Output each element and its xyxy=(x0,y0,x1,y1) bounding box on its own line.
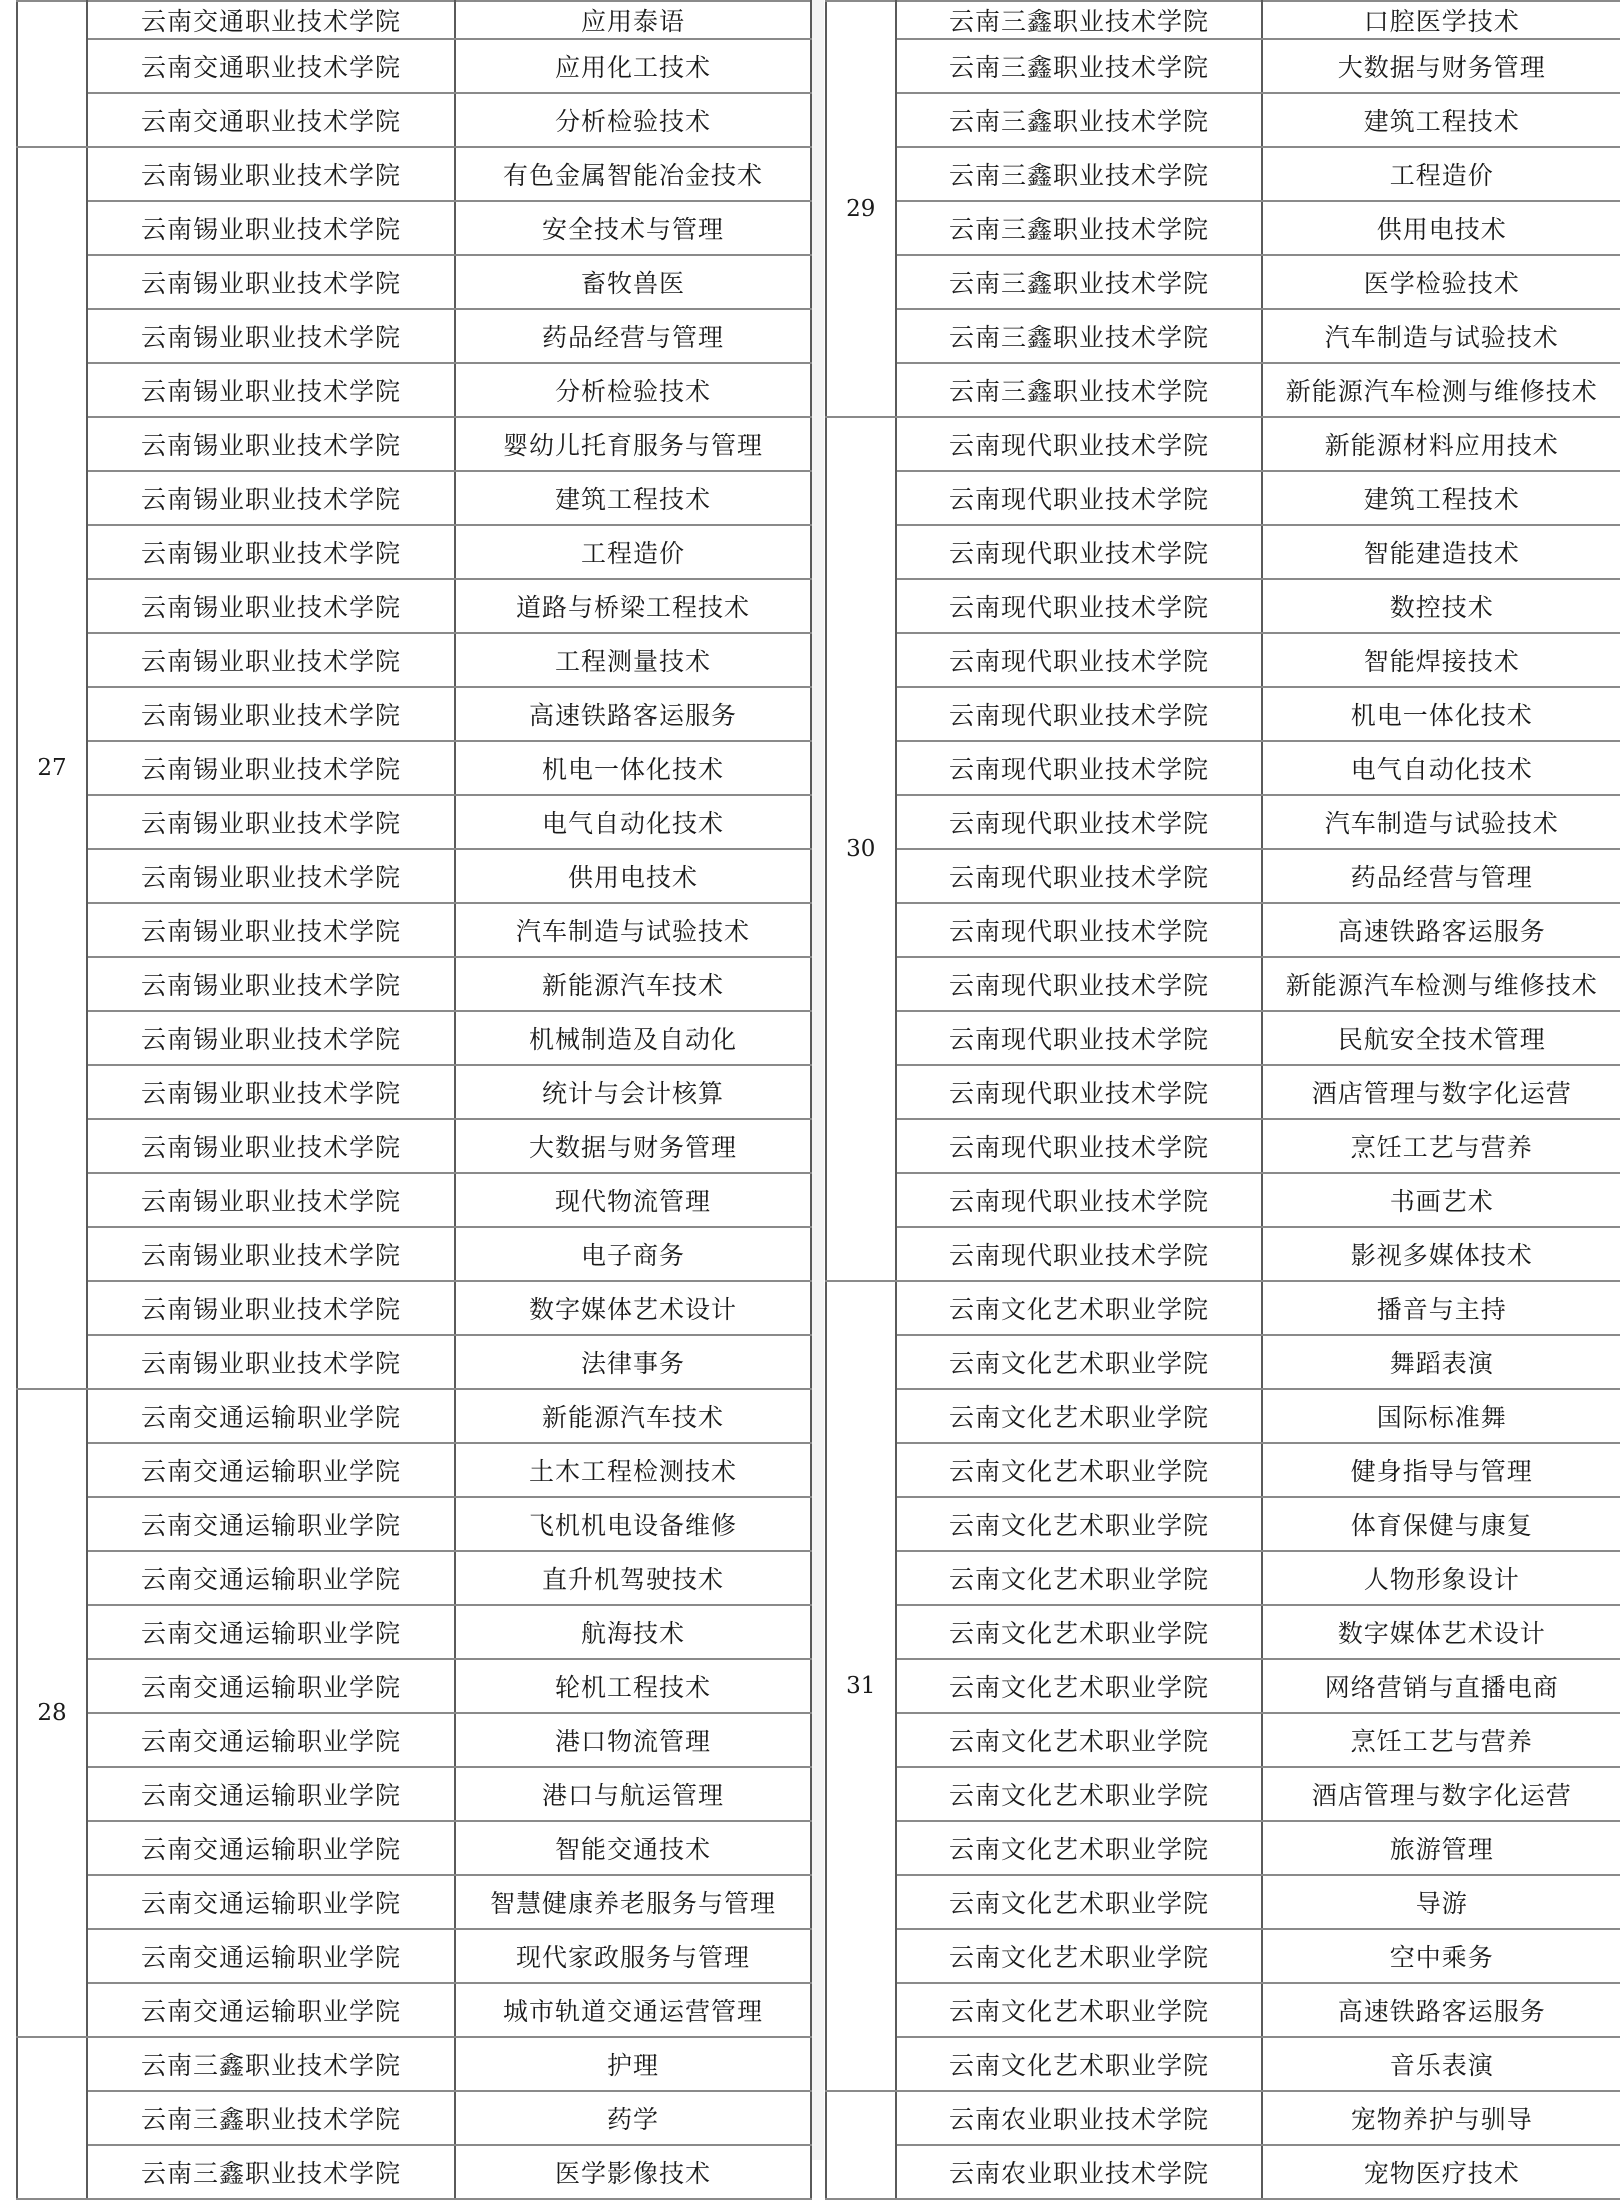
table-row xyxy=(826,525,1620,579)
table-row xyxy=(17,1281,811,1335)
table-row xyxy=(17,1659,811,1713)
table-row xyxy=(826,741,1620,795)
table-row xyxy=(17,471,811,525)
major-name-cell: 宠物医疗技术 xyxy=(1262,2145,1620,2199)
major-name-cell: 烹饪工艺与营养 xyxy=(1262,1119,1620,1173)
major-name-cell: 新能源材料应用技术 xyxy=(1262,417,1620,471)
major-name-cell: 药品经营与管理 xyxy=(1262,849,1620,903)
major-name-cell: 舞蹈表演 xyxy=(1262,1335,1620,1389)
major-name-cell: 高速铁路客运服务 xyxy=(1262,1983,1620,2037)
major-name-cell: 药学 xyxy=(455,2091,811,2145)
major-name-cell: 新能源汽车检测与维修技术 xyxy=(1262,957,1620,1011)
table-row xyxy=(826,1119,1620,1173)
table-row xyxy=(826,363,1620,417)
table-row xyxy=(17,1713,811,1767)
school-name-cell: 云南交通运输职业学院 xyxy=(87,1821,455,1875)
table-row xyxy=(826,1659,1620,1713)
table-row xyxy=(826,1497,1620,1551)
major-name-cell: 土木工程检测技术 xyxy=(455,1443,811,1497)
school-name-cell: 云南三鑫职业技术学院 xyxy=(87,2037,455,2091)
table-row xyxy=(17,1065,811,1119)
school-name-cell: 云南文化艺术职业学院 xyxy=(896,2037,1263,2091)
school-name-cell: 云南文化艺术职业学院 xyxy=(896,1659,1263,1713)
group-number-cell: 27 xyxy=(17,147,87,1389)
major-name-cell: 网络营销与直播电商 xyxy=(1262,1659,1620,1713)
major-name-cell: 城市轨道交通运营管理 xyxy=(455,1983,811,2037)
school-name-cell: 云南文化艺术职业学院 xyxy=(896,1605,1263,1659)
major-name-cell: 婴幼儿托育服务与管理 xyxy=(455,417,811,471)
major-name-cell: 数字媒体艺术设计 xyxy=(1262,1605,1620,1659)
school-name-cell: 云南交通运输职业学院 xyxy=(87,1713,455,1767)
major-name-cell: 统计与会计核算 xyxy=(455,1065,811,1119)
major-name-cell: 体育保健与康复 xyxy=(1262,1497,1620,1551)
school-name-cell: 云南现代职业技术学院 xyxy=(896,849,1263,903)
school-name-cell: 云南锡业职业技术学院 xyxy=(87,417,455,471)
table-row xyxy=(17,2091,811,2145)
major-name-cell: 药品经营与管理 xyxy=(455,309,811,363)
table-row xyxy=(17,363,811,417)
major-name-cell: 工程造价 xyxy=(455,525,811,579)
group-number-cell: 28 xyxy=(17,1389,87,2037)
table-row xyxy=(17,1821,811,1875)
enrollment-table-left xyxy=(16,0,812,2200)
table-row xyxy=(826,1983,1620,2037)
table-row xyxy=(17,1335,811,1389)
table-row xyxy=(17,1227,811,1281)
school-name-cell: 云南文化艺术职业学院 xyxy=(896,1875,1263,1929)
table-row xyxy=(826,255,1620,309)
school-name-cell: 云南锡业职业技术学院 xyxy=(87,1335,455,1389)
school-name-cell: 云南现代职业技术学院 xyxy=(896,633,1263,687)
table-row xyxy=(826,1713,1620,1767)
school-name-cell: 云南锡业职业技术学院 xyxy=(87,903,455,957)
major-name-cell: 电气自动化技术 xyxy=(1262,741,1620,795)
school-name-cell: 云南现代职业技术学院 xyxy=(896,903,1263,957)
school-name-cell: 云南文化艺术职业学院 xyxy=(896,1497,1263,1551)
major-name-cell: 宠物养护与驯导 xyxy=(1262,2091,1620,2145)
school-name-cell: 云南农业职业技术学院 xyxy=(896,2091,1263,2145)
table-row xyxy=(826,1011,1620,1065)
major-name-cell: 现代物流管理 xyxy=(455,1173,811,1227)
table-row xyxy=(17,309,811,363)
school-name-cell: 云南现代职业技术学院 xyxy=(896,1065,1263,1119)
school-name-cell: 云南锡业职业技术学院 xyxy=(87,147,455,201)
table-row xyxy=(826,1821,1620,1875)
table-row xyxy=(826,1065,1620,1119)
table-row xyxy=(17,39,811,93)
school-name-cell: 云南文化艺术职业学院 xyxy=(896,1929,1263,1983)
school-name-cell: 云南三鑫职业技术学院 xyxy=(896,1,1263,39)
table-row xyxy=(826,1605,1620,1659)
school-name-cell: 云南文化艺术职业学院 xyxy=(896,1443,1263,1497)
major-name-cell: 应用化工技术 xyxy=(455,39,811,93)
table-row xyxy=(826,93,1620,147)
school-name-cell: 云南交通运输职业学院 xyxy=(87,1929,455,1983)
table-row xyxy=(17,525,811,579)
major-name-cell: 港口与航运管理 xyxy=(455,1767,811,1821)
school-name-cell: 云南锡业职业技术学院 xyxy=(87,1281,455,1335)
school-name-cell: 云南现代职业技术学院 xyxy=(896,741,1263,795)
major-name-cell: 飞机机电设备维修 xyxy=(455,1497,811,1551)
major-name-cell: 健身指导与管理 xyxy=(1262,1443,1620,1497)
school-name-cell: 云南文化艺术职业学院 xyxy=(896,1821,1263,1875)
major-name-cell: 机电一体化技术 xyxy=(455,741,811,795)
major-name-cell: 大数据与财务管理 xyxy=(1262,39,1620,93)
school-name-cell: 云南锡业职业技术学院 xyxy=(87,849,455,903)
major-name-cell: 建筑工程技术 xyxy=(455,471,811,525)
table-row xyxy=(826,39,1620,93)
major-name-cell: 港口物流管理 xyxy=(455,1713,811,1767)
table-row xyxy=(826,1173,1620,1227)
table-row xyxy=(826,1875,1620,1929)
school-name-cell: 云南锡业职业技术学院 xyxy=(87,363,455,417)
major-name-cell: 书画艺术 xyxy=(1262,1173,1620,1227)
school-name-cell: 云南锡业职业技术学院 xyxy=(87,633,455,687)
school-name-cell: 云南交通职业技术学院 xyxy=(87,39,455,93)
school-name-cell: 云南锡业职业技术学院 xyxy=(87,1173,455,1227)
major-name-cell: 高速铁路客运服务 xyxy=(1262,903,1620,957)
school-name-cell: 云南文化艺术职业学院 xyxy=(896,1389,1263,1443)
table-row xyxy=(17,957,811,1011)
school-name-cell: 云南锡业职业技术学院 xyxy=(87,687,455,741)
table-row xyxy=(17,795,811,849)
school-name-cell: 云南现代职业技术学院 xyxy=(896,525,1263,579)
major-name-cell: 供用电技术 xyxy=(1262,201,1620,255)
table-row xyxy=(17,1875,811,1929)
major-name-cell: 数控技术 xyxy=(1262,579,1620,633)
school-name-cell: 云南三鑫职业技术学院 xyxy=(896,147,1263,201)
major-name-cell: 护理 xyxy=(455,2037,811,2091)
school-name-cell: 云南锡业职业技术学院 xyxy=(87,957,455,1011)
school-name-cell: 云南现代职业技术学院 xyxy=(896,1173,1263,1227)
major-name-cell: 影视多媒体技术 xyxy=(1262,1227,1620,1281)
table-row xyxy=(17,1767,811,1821)
table-row xyxy=(17,417,811,471)
major-name-cell: 酒店管理与数字化运营 xyxy=(1262,1767,1620,1821)
school-name-cell: 云南三鑫职业技术学院 xyxy=(896,201,1263,255)
major-name-cell: 口腔医学技术 xyxy=(1262,1,1620,39)
major-name-cell: 酒店管理与数字化运营 xyxy=(1262,1065,1620,1119)
table-row xyxy=(17,903,811,957)
group-number-cell xyxy=(17,1,87,147)
major-name-cell: 有色金属智能冶金技术 xyxy=(455,147,811,201)
school-name-cell: 云南锡业职业技术学院 xyxy=(87,1011,455,1065)
major-name-cell: 安全技术与管理 xyxy=(455,201,811,255)
table-row xyxy=(826,795,1620,849)
group-number-cell: 29 xyxy=(826,1,896,417)
school-name-cell: 云南锡业职业技术学院 xyxy=(87,471,455,525)
school-name-cell: 云南现代职业技术学院 xyxy=(896,1119,1263,1173)
major-name-cell: 航海技术 xyxy=(455,1605,811,1659)
major-name-cell: 汽车制造与试验技术 xyxy=(1262,309,1620,363)
major-name-cell: 分析检验技术 xyxy=(455,363,811,417)
major-name-cell: 国际标准舞 xyxy=(1262,1389,1620,1443)
major-name-cell: 供用电技术 xyxy=(455,849,811,903)
major-name-cell: 新能源汽车检测与维修技术 xyxy=(1262,363,1620,417)
enrollment-table-right xyxy=(825,0,1620,2200)
major-name-cell: 医学影像技术 xyxy=(455,2145,811,2199)
table-row xyxy=(17,1497,811,1551)
major-name-cell: 智能建造技术 xyxy=(1262,525,1620,579)
major-name-cell: 工程造价 xyxy=(1262,147,1620,201)
major-name-cell: 民航安全技术管理 xyxy=(1262,1011,1620,1065)
school-name-cell: 云南三鑫职业技术学院 xyxy=(896,363,1263,417)
school-name-cell: 云南三鑫职业技术学院 xyxy=(896,93,1263,147)
table-body-right xyxy=(826,1,1620,2199)
school-name-cell: 云南现代职业技术学院 xyxy=(896,417,1263,471)
major-name-cell: 机电一体化技术 xyxy=(1262,687,1620,741)
school-name-cell: 云南交通运输职业学院 xyxy=(87,1767,455,1821)
major-name-cell: 畜牧兽医 xyxy=(455,255,811,309)
major-name-cell: 智慧健康养老服务与管理 xyxy=(455,1875,811,1929)
major-name-cell: 空中乘务 xyxy=(1262,1929,1620,1983)
school-name-cell: 云南文化艺术职业学院 xyxy=(896,1713,1263,1767)
group-number-cell: 30 xyxy=(826,417,896,1281)
major-name-cell: 医学检验技术 xyxy=(1262,255,1620,309)
table-row xyxy=(17,201,811,255)
major-name-cell: 建筑工程技术 xyxy=(1262,93,1620,147)
major-name-cell: 新能源汽车技术 xyxy=(455,1389,811,1443)
school-name-cell: 云南现代职业技术学院 xyxy=(896,687,1263,741)
table-row xyxy=(826,1929,1620,1983)
major-name-cell: 建筑工程技术 xyxy=(1262,471,1620,525)
school-name-cell: 云南锡业职业技术学院 xyxy=(87,201,455,255)
table-row xyxy=(17,687,811,741)
major-name-cell: 直升机驾驶技术 xyxy=(455,1551,811,1605)
major-name-cell: 人物形象设计 xyxy=(1262,1551,1620,1605)
school-name-cell: 云南现代职业技术学院 xyxy=(896,1011,1263,1065)
school-name-cell: 云南交通职业技术学院 xyxy=(87,1,455,39)
school-name-cell: 云南交通运输职业学院 xyxy=(87,1551,455,1605)
school-name-cell: 云南锡业职业技术学院 xyxy=(87,1065,455,1119)
school-name-cell: 云南现代职业技术学院 xyxy=(896,579,1263,633)
table-row xyxy=(17,1983,811,2037)
major-name-cell: 播音与主持 xyxy=(1262,1281,1620,1335)
table-row xyxy=(826,201,1620,255)
school-name-cell: 云南现代职业技术学院 xyxy=(896,1227,1263,1281)
table-row xyxy=(826,1227,1620,1281)
table-row xyxy=(826,633,1620,687)
school-name-cell: 云南三鑫职业技术学院 xyxy=(87,2091,455,2145)
table-row xyxy=(826,1443,1620,1497)
table-row xyxy=(826,1,1620,39)
table-row xyxy=(826,1767,1620,1821)
school-name-cell: 云南锡业职业技术学院 xyxy=(87,741,455,795)
major-name-cell: 分析检验技术 xyxy=(455,93,811,147)
major-name-cell: 智能焊接技术 xyxy=(1262,633,1620,687)
group-number-cell xyxy=(826,2091,896,2199)
school-name-cell: 云南锡业职业技术学院 xyxy=(87,1227,455,1281)
major-name-cell: 工程测量技术 xyxy=(455,633,811,687)
school-name-cell: 云南三鑫职业技术学院 xyxy=(896,255,1263,309)
table-row xyxy=(17,2037,811,2091)
school-name-cell: 云南交通运输职业学院 xyxy=(87,1983,455,2037)
school-name-cell: 云南三鑫职业技术学院 xyxy=(87,2145,455,2199)
table-row xyxy=(17,1929,811,1983)
school-name-cell: 云南现代职业技术学院 xyxy=(896,957,1263,1011)
table-row xyxy=(17,579,811,633)
table-row xyxy=(826,417,1620,471)
school-name-cell: 云南锡业职业技术学院 xyxy=(87,579,455,633)
school-name-cell: 云南交通运输职业学院 xyxy=(87,1605,455,1659)
major-name-cell: 烹饪工艺与营养 xyxy=(1262,1713,1620,1767)
table-row xyxy=(826,2037,1620,2091)
table-row xyxy=(826,1281,1620,1335)
table-row xyxy=(17,633,811,687)
major-name-cell: 旅游管理 xyxy=(1262,1821,1620,1875)
table-row xyxy=(826,957,1620,1011)
school-name-cell: 云南文化艺术职业学院 xyxy=(896,1335,1263,1389)
major-name-cell: 汽车制造与试验技术 xyxy=(1262,795,1620,849)
major-name-cell: 机械制造及自动化 xyxy=(455,1011,811,1065)
school-name-cell: 云南交通运输职业学院 xyxy=(87,1875,455,1929)
major-name-cell: 轮机工程技术 xyxy=(455,1659,811,1713)
major-name-cell: 音乐表演 xyxy=(1262,2037,1620,2091)
school-name-cell: 云南交通运输职业学院 xyxy=(87,1443,455,1497)
table-row xyxy=(826,1551,1620,1605)
school-name-cell: 云南现代职业技术学院 xyxy=(896,795,1263,849)
major-name-cell: 电气自动化技术 xyxy=(455,795,811,849)
table-row xyxy=(826,687,1620,741)
table-row xyxy=(17,147,811,201)
major-name-cell: 导游 xyxy=(1262,1875,1620,1929)
table-row xyxy=(17,1119,811,1173)
table-row xyxy=(17,255,811,309)
school-name-cell: 云南锡业职业技术学院 xyxy=(87,525,455,579)
table-row xyxy=(17,1389,811,1443)
major-name-cell: 汽车制造与试验技术 xyxy=(455,903,811,957)
school-name-cell: 云南锡业职业技术学院 xyxy=(87,795,455,849)
table-row xyxy=(826,1335,1620,1389)
table-row xyxy=(826,903,1620,957)
school-name-cell: 云南交通运输职业学院 xyxy=(87,1497,455,1551)
table-row xyxy=(17,1443,811,1497)
table-row xyxy=(826,2145,1620,2199)
table-row xyxy=(17,2145,811,2199)
table-row xyxy=(826,1389,1620,1443)
school-name-cell: 云南农业职业技术学院 xyxy=(896,2145,1263,2199)
table-row xyxy=(17,1011,811,1065)
major-name-cell: 现代家政服务与管理 xyxy=(455,1929,811,1983)
table-row xyxy=(826,471,1620,525)
school-name-cell: 云南三鑫职业技术学院 xyxy=(896,309,1263,363)
major-name-cell: 电子商务 xyxy=(455,1227,811,1281)
table-row xyxy=(826,309,1620,363)
school-name-cell: 云南现代职业技术学院 xyxy=(896,471,1263,525)
major-name-cell: 道路与桥梁工程技术 xyxy=(455,579,811,633)
table-row xyxy=(17,1605,811,1659)
major-name-cell: 数字媒体艺术设计 xyxy=(455,1281,811,1335)
school-name-cell: 云南交通职业技术学院 xyxy=(87,93,455,147)
table-row xyxy=(17,849,811,903)
school-name-cell: 云南锡业职业技术学院 xyxy=(87,255,455,309)
major-name-cell: 新能源汽车技术 xyxy=(455,957,811,1011)
major-name-cell: 大数据与财务管理 xyxy=(455,1119,811,1173)
page-gutter xyxy=(812,0,824,2160)
table-row xyxy=(17,741,811,795)
school-name-cell: 云南锡业职业技术学院 xyxy=(87,309,455,363)
table-row xyxy=(826,2091,1620,2145)
table-row xyxy=(826,579,1620,633)
table-row xyxy=(17,1173,811,1227)
table-body-left xyxy=(17,1,811,2199)
table-row xyxy=(17,1,811,39)
school-name-cell: 云南文化艺术职业学院 xyxy=(896,1281,1263,1335)
table-row xyxy=(17,1551,811,1605)
major-name-cell: 智能交通技术 xyxy=(455,1821,811,1875)
school-name-cell: 云南交通运输职业学院 xyxy=(87,1659,455,1713)
school-name-cell: 云南文化艺术职业学院 xyxy=(896,1551,1263,1605)
school-name-cell: 云南三鑫职业技术学院 xyxy=(896,39,1263,93)
school-name-cell: 云南锡业职业技术学院 xyxy=(87,1119,455,1173)
group-number-cell xyxy=(17,2037,87,2199)
major-name-cell: 高速铁路客运服务 xyxy=(455,687,811,741)
group-number-cell: 31 xyxy=(826,1281,896,2091)
table-row xyxy=(17,93,811,147)
school-name-cell: 云南交通运输职业学院 xyxy=(87,1389,455,1443)
school-name-cell: 云南文化艺术职业学院 xyxy=(896,1983,1263,2037)
table-row xyxy=(826,849,1620,903)
table-row xyxy=(826,147,1620,201)
major-name-cell: 应用泰语 xyxy=(455,1,811,39)
school-name-cell: 云南文化艺术职业学院 xyxy=(896,1767,1263,1821)
major-name-cell: 法律事务 xyxy=(455,1335,811,1389)
